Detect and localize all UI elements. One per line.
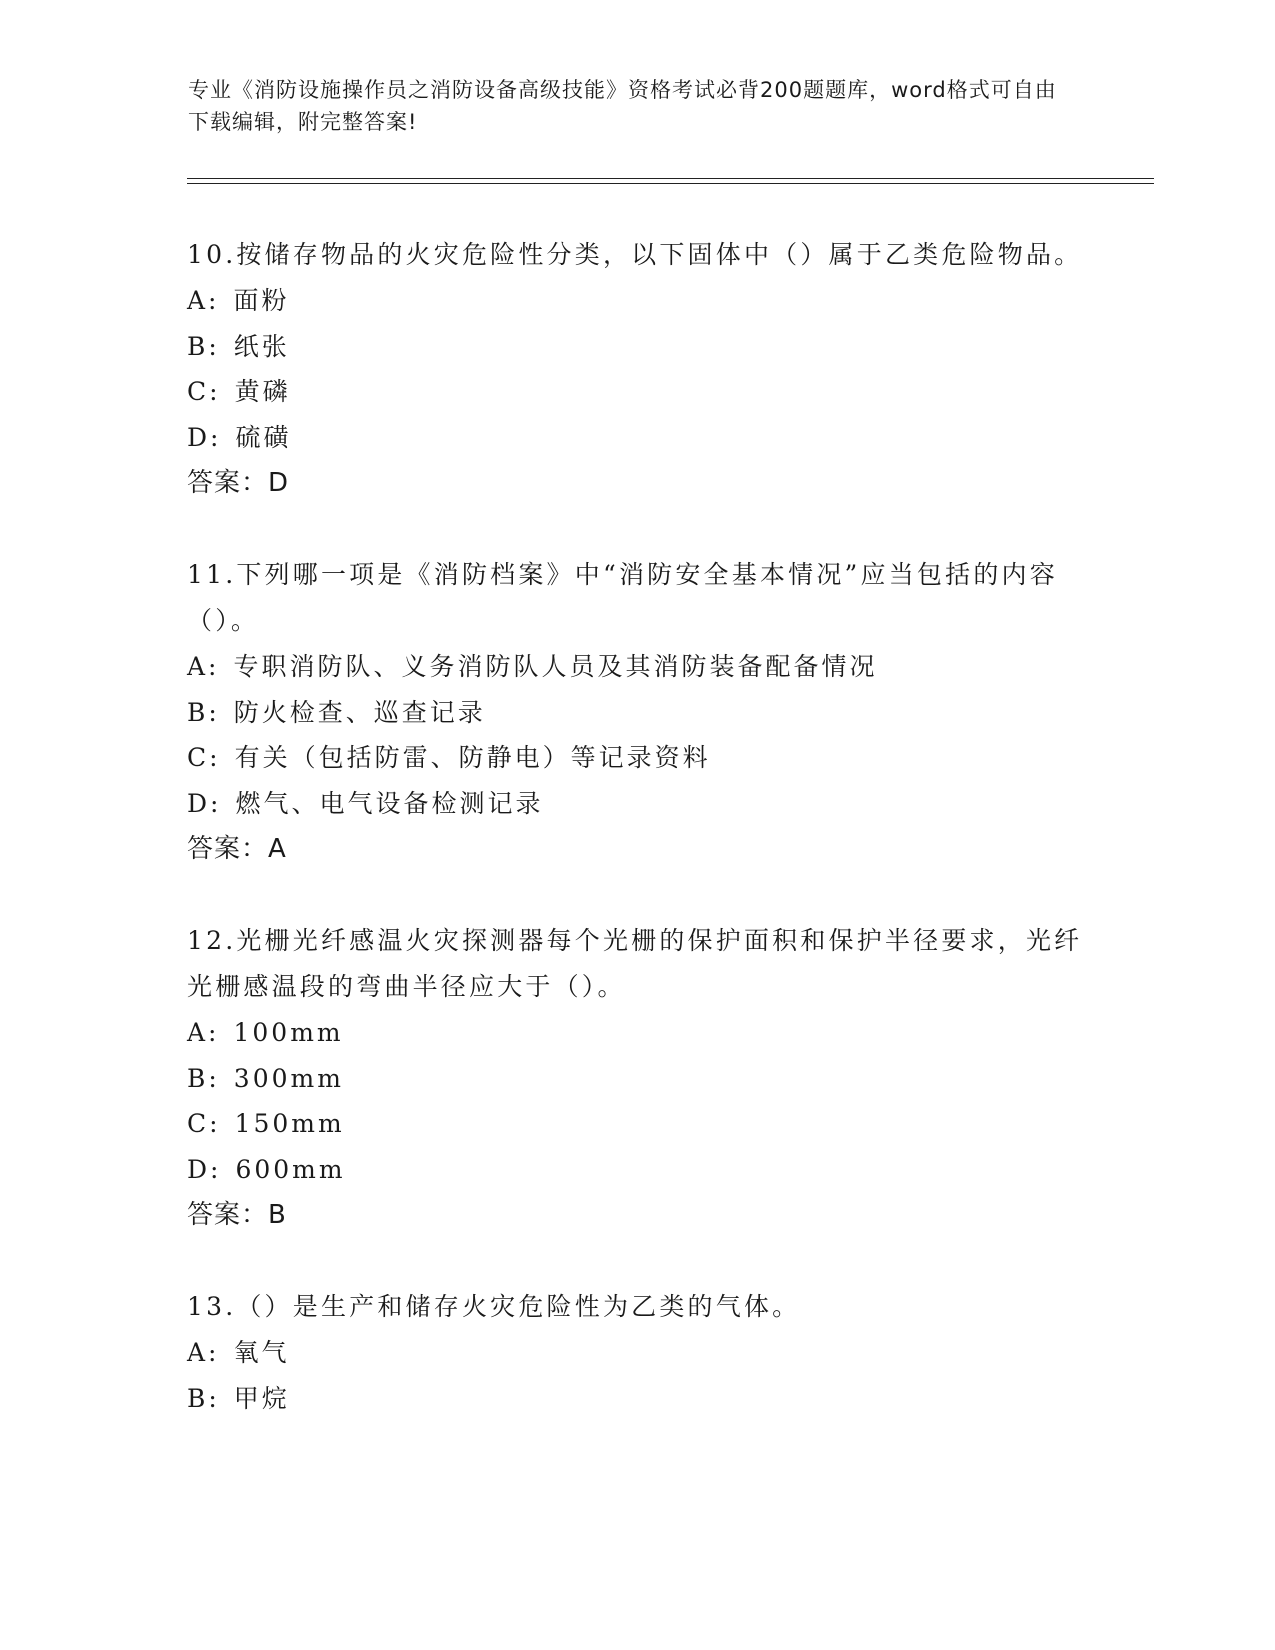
option-text: 600mm [235,1154,346,1184]
option-b [187,1376,1087,1422]
option-d [187,415,1087,461]
option-key: B: [187,1063,220,1093]
question-11 [187,552,1087,872]
question-stem: 12.光栅光纤感温火灾探测器每个光栅的保护面积和保护半径要求，光纤光栅感温段的弯曲半径应大于（）。 [187,926,1083,1001]
option-d [187,781,1087,827]
option-b [187,324,1087,370]
question-stem: 13.（）是生产和储存火灾危险性为乙类的气体。 [187,1292,801,1321]
option-key: C: [187,1109,221,1138]
document-header: 专业《消防设施操作员之消防设备高级技能》资格考试必背200题题库，word格式可自由下载编辑，附完整答案! [188,78,1057,134]
header-divider-top [187,178,1154,179]
option-b [187,1056,1087,1102]
question-stem: 10.按储存物品的火灾危险性分类，以下固体中（）属于乙类危险物品。 [187,240,1083,269]
header-divider-bottom [187,183,1154,184]
option-a [187,644,1087,690]
option-a [187,278,1087,324]
option-key: D: [187,422,222,452]
option-key: C: [187,743,221,772]
option-text: 专职消防队、义务消防队人员及其消防装备配备情况 [233,652,878,681]
option-text: 燃气、电气设备检测记录 [235,788,544,818]
option-c [187,369,1087,415]
question-12 [187,918,1087,1238]
option-key: A: [187,652,220,681]
option-b [187,690,1087,736]
option-text: 面粉 [233,286,290,315]
question-10 [187,232,1087,506]
option-a [187,1330,1087,1376]
option-key: B: [187,1383,220,1413]
option-text: 100mm [233,1018,344,1047]
answer-line: 答案：D [187,468,290,498]
option-text: 300mm [233,1063,344,1093]
question-stem: 11.下列哪一项是《消防档案》中“消防安全基本情况”应当包括的内容（）。 [187,560,1058,635]
option-text: 硫磺 [235,422,292,452]
option-key: D: [187,1154,222,1184]
option-c [187,1101,1087,1147]
option-text: 有关（包括防雷、防静电）等记录资料 [234,743,711,772]
option-key: A: [187,1018,220,1047]
option-text: 甲烷 [233,1383,290,1413]
option-d [187,1147,1087,1193]
answer-line: 答案：A [187,834,287,864]
option-text: 纸张 [233,331,290,361]
option-key: B: [187,331,220,361]
option-key: D: [187,788,222,818]
question-list [187,232,1087,1467]
option-text: 氧气 [233,1338,290,1367]
option-a [187,1010,1087,1056]
question-13 [187,1284,1087,1421]
option-c [187,735,1087,781]
option-text: 150mm [234,1109,345,1138]
answer-line: 答案：B [187,1200,287,1230]
option-key: A: [187,1338,220,1367]
option-key: C: [187,377,221,406]
option-text: 黄磷 [234,377,291,406]
option-key: A: [187,286,220,315]
option-key: B: [187,697,220,727]
option-text: 防火检查、巡查记录 [233,697,486,727]
